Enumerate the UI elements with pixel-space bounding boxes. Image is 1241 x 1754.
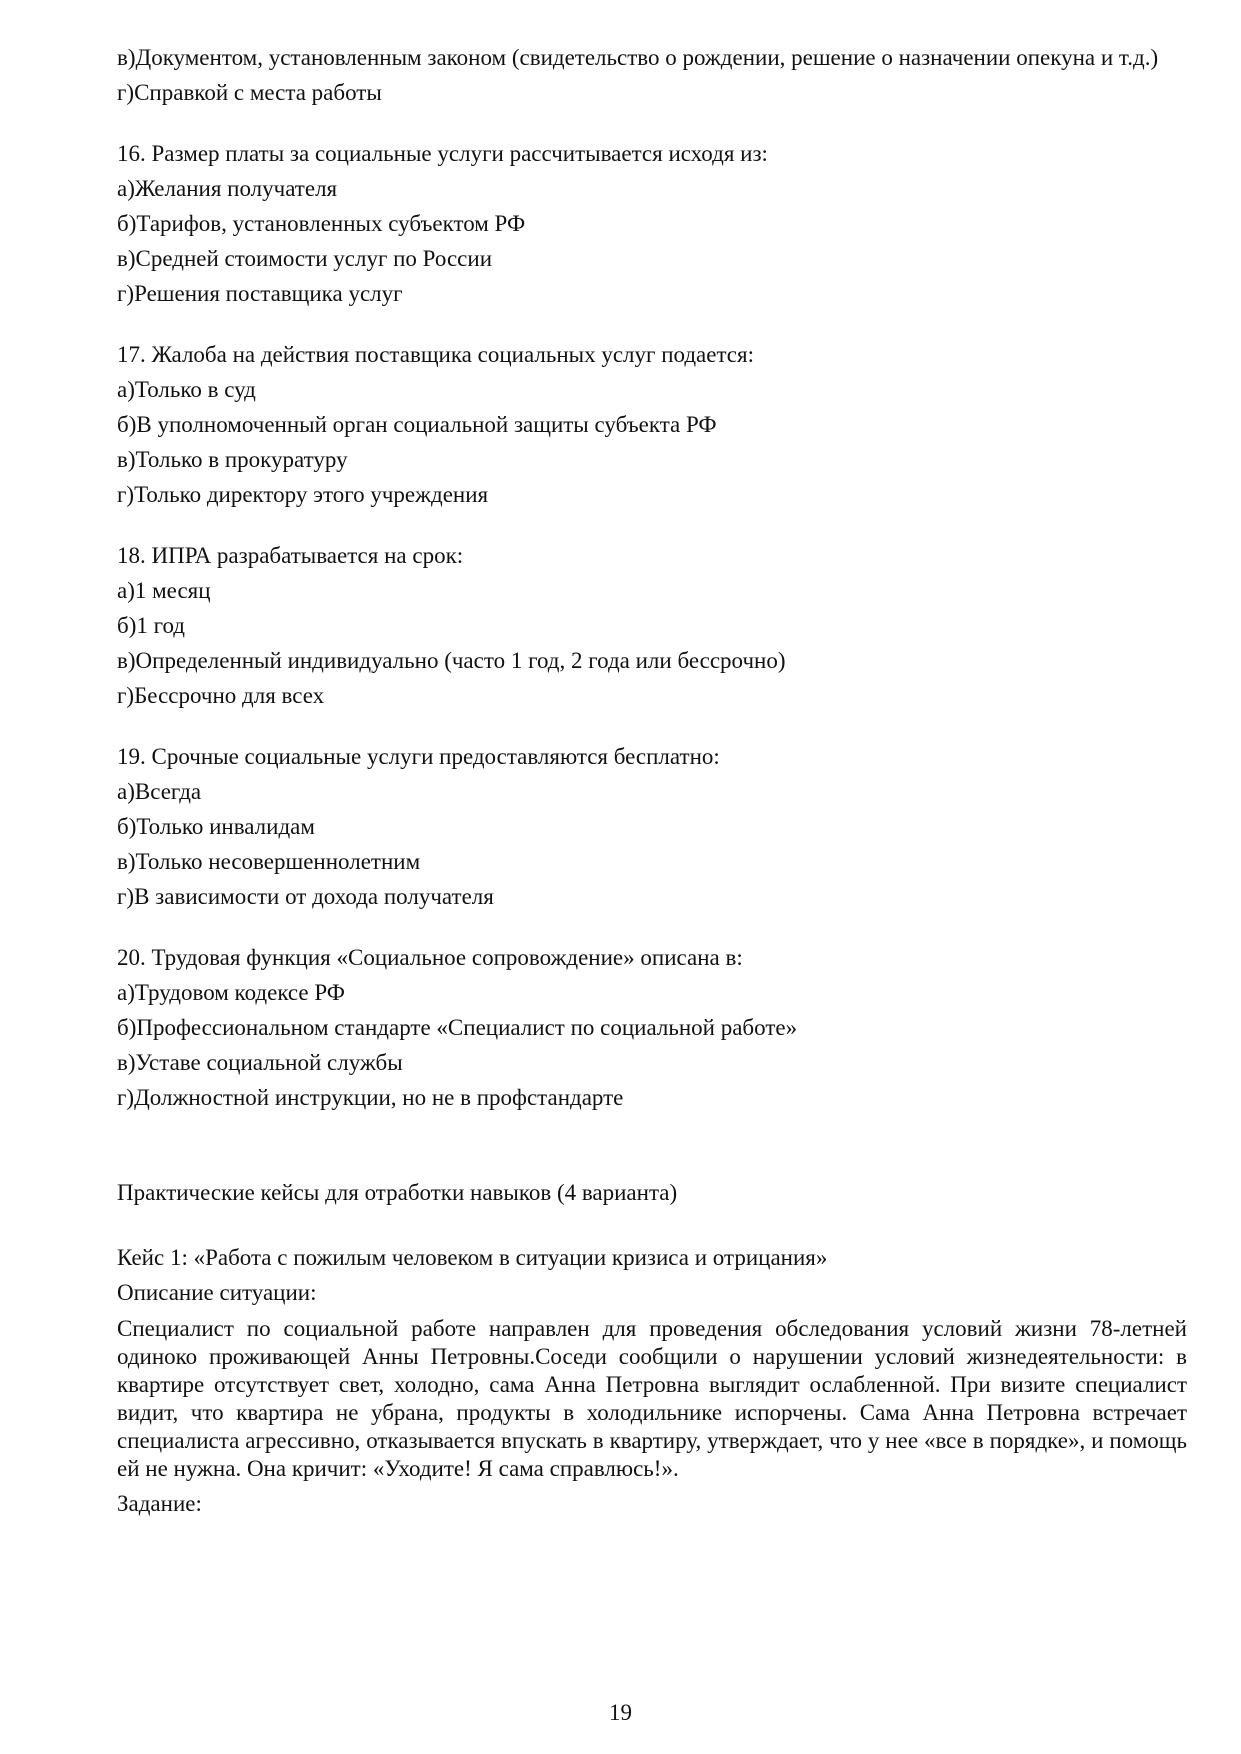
spacer [117, 919, 1187, 945]
task-label: Задание: [117, 1491, 202, 1516]
spacer [117, 316, 1187, 342]
answer-option: в)Уставе социальной службы [117, 1050, 403, 1075]
answer-option: г)Должностной инструкции, но не в профстандарте [117, 1085, 624, 1110]
answer-option: а)Только в суд [117, 377, 256, 402]
description-label: Описание ситуации: [117, 1280, 317, 1305]
spacer [117, 517, 1187, 543]
page-number: 19 [609, 1700, 632, 1725]
document-page [117, 45, 1187, 1526]
answer-option: а)1 месяц [117, 578, 211, 603]
answer-option: в)Только в прокуратуру [117, 447, 348, 472]
spacer [117, 1120, 1187, 1180]
answer-option: в)Только несовершеннолетним [117, 849, 421, 874]
question-19 [117, 744, 1187, 909]
spacer [117, 718, 1187, 744]
answer-option: б)В уполномоченный орган социальной защиты субъекта РФ [117, 412, 717, 437]
answer-option: б)1 год [117, 613, 186, 638]
question-16 [117, 141, 1187, 306]
cases-heading: Практические кейсы для отработки навыков (4 варианта) [117, 1180, 678, 1205]
question-20 [117, 945, 1187, 1110]
question-text: 19. Срочные социальные услуги предоставляются бесплатно: [117, 744, 720, 769]
answer-option: г)Только директору этого учреждения [117, 482, 489, 507]
answer-option: а)Всегда [117, 779, 202, 804]
answer-option: г)В зависимости от дохода получателя [117, 884, 494, 909]
question-17 [117, 342, 1187, 507]
option-g-prev: г)Справкой с места работы [117, 80, 382, 105]
spacer [117, 1215, 1187, 1245]
question-text: 16. Размер платы за социальные услуги рассчитывается исходя из: [117, 141, 768, 166]
option-v-prev: в)Документом, установленным законом (свидетельство о рождении, решение о назначении опекуна и т.д.) [117, 45, 1159, 70]
case-description: Специалист по социальной работе направлен для проведения обследования условий жизни 78-летней одиноко проживающей Анны Петровны.Соседи сообщили о нарушении условий жизнедеятельности: в квартире отсутствует свет, холодно, сама Анна Петровна выглядит ослабленной. При визите специалист видит, что квартира не убрана, продукты в холодильнике испорчены. Сама Анна Петровна встречает специалиста агрессивно, отказывается впускать в квартиру, утверждает, что у нее «все в порядке», и помощь ей не нужна. Она кричит: «Уходите! Я сама справлюсь!». [117, 1316, 1187, 1481]
answer-option: б)Тарифов, установленных субъектом РФ [117, 211, 526, 236]
answer-option: в)Средней стоимости услуг по России [117, 246, 493, 271]
answer-option: б)Только инвалидам [117, 814, 315, 839]
answer-option: г)Решения поставщика услуг [117, 281, 403, 306]
spacer [117, 115, 1187, 141]
case-1-title: Кейс 1: «Работа с пожилым человеком в ситуации кризиса и отрицания» [117, 1245, 828, 1270]
answer-option: б)Профессиональном стандарте «Специалист по социальной работе» [117, 1015, 798, 1040]
question-text: 17. Жалоба на действия поставщика социальных услуг подается: [117, 342, 754, 367]
answer-option: г)Бессрочно для всех [117, 683, 325, 708]
question-18 [117, 543, 1187, 708]
question-text: 20. Трудовая функция «Социальное сопровождение» описана в: [117, 945, 743, 970]
answer-option: в)Определенный индивидуально (часто 1 год, 2 года или бессрочно) [117, 648, 786, 673]
question-text: 18. ИПРА разрабатывается на срок: [117, 543, 464, 568]
answer-option: а)Трудовом кодексе РФ [117, 980, 345, 1005]
answer-option: а)Желания получателя [117, 176, 338, 201]
